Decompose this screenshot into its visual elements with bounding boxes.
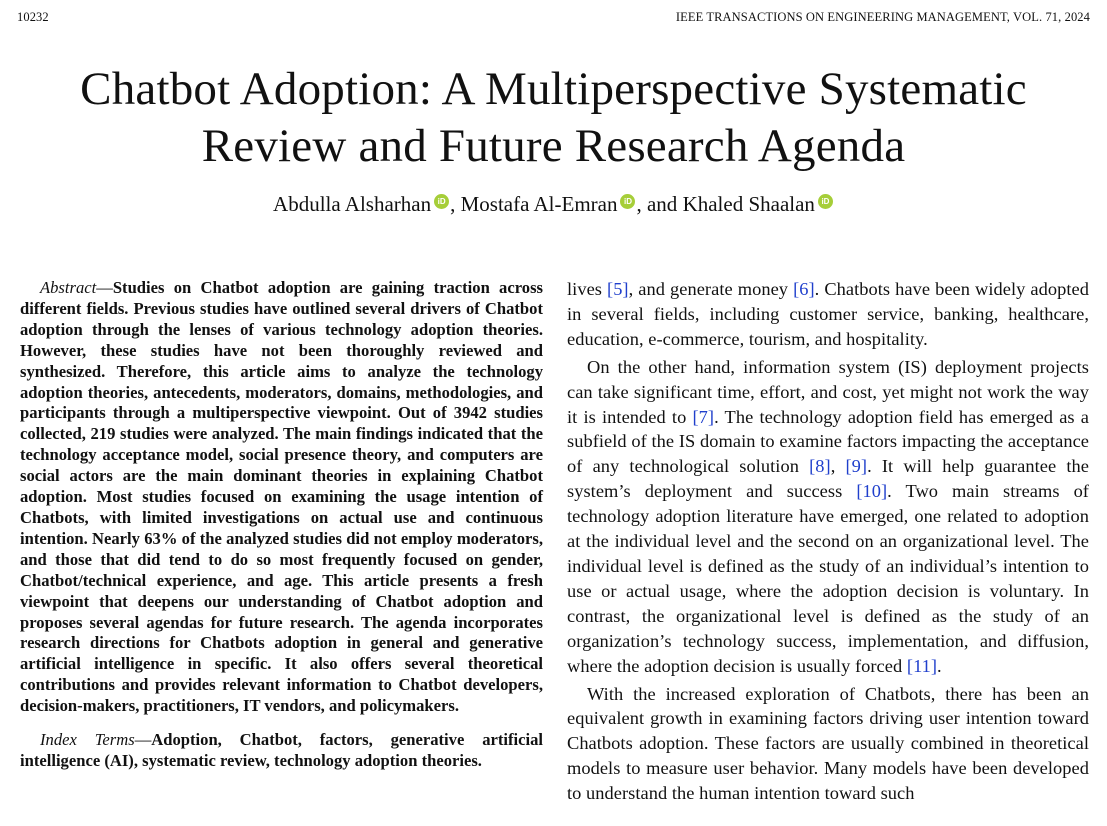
abstract-column: [20, 278, 543, 772]
author-separator: ,: [450, 192, 461, 216]
index-terms-dash: —: [134, 730, 152, 750]
abstract-dash: —: [96, 278, 113, 297]
page-header: [17, 8, 1090, 26]
citation-link[interactable]: [7]: [692, 406, 715, 427]
paper-title: Chatbot Adoption: A Multiperspective Systematic Review and Future Research Agenda: [80, 63, 1027, 172]
journal-title: IEEE TRANSACTIONS ON ENGINEERING MANAGEMENT, VOL. 71, 2024: [675, 10, 1090, 24]
author-name[interactable]: Mostafa Al-Emran: [460, 192, 618, 216]
abstract-label: Abstract: [40, 278, 97, 297]
abstract-text: Studies on Chatbot adoption are gaining traction across different fields. Previous studies have outlined several drivers of Chatbot adoption through the lenses of various technology adoption theories. However, these studies have not been thoroughly reviewed and synthesized. Therefore, this article aims to analyze the technology adoption theories, antecedents, moderators, domains, methodologies, and participants through a multiperspective viewpoint. Out of 3942 studies collected, 219 studies were analyzed. The main findings indicated that the technology acceptance model, social presence theory, and computers are social actors are the main dominant theories in explaining Chatbot adoption. Most studies focused on examining the usage intention of Chatbots, with limited investigations on actual use and continuous intention. Nearly 63% of the analyzed studies did not employ moderators, and those that did tend to do so most frequently focused on gender, Chatbot/technical experience, and age. This article presents a fresh viewpoint that deepens our understanding of Chatbot adoption and proposes several agendas for future research. The agenda incorporates research directions for Chatbots adoption in general and generative artificial intelligence in specific. It also offers several theoretical contributions and provides relevant information to Chatbot developers, decision-makers, practitioners, IT vendors, and policymakers.: [20, 278, 543, 716]
body-text: . It will help guarantee the system’s deployment and success: [567, 456, 1089, 502]
body-text: , and generate money: [628, 279, 794, 299]
page-number: 10232: [17, 10, 49, 24]
orcid-icon[interactable]: iD: [620, 194, 635, 209]
body-text: ,: [830, 456, 846, 477]
body-paragraph: [567, 682, 1089, 807]
citation-link[interactable]: [11]: [906, 655, 938, 676]
author-name[interactable]: Abdulla Alsharhan: [273, 192, 432, 216]
body-text: On the other hand, information system (IS) deployment projects can take significant time, effort, and cost, yet might not work the way it is intended to: [567, 356, 1089, 427]
body-text: lives: [567, 279, 608, 299]
author-name[interactable]: Khaled Shaalan: [682, 192, 815, 216]
body-text: . The technology adoption field has emerged as a subfield of the IS domain to examine factors impacting the acceptance of any technological solution: [567, 406, 1089, 477]
citation-link[interactable]: [8]: [809, 456, 831, 477]
body-column: [567, 277, 1089, 806]
citation-link[interactable]: [9]: [845, 456, 868, 477]
author-list: [0, 190, 1107, 218]
index-terms-label: Index Terms: [40, 730, 135, 750]
citation-link[interactable]: [10]: [856, 481, 888, 502]
body-text: . Two main streams of technology adoption literature have emerged, one related to adoption at the individual level and the second on an organizational level. The individual level is defined as the study of an individual’s intention to use or actual usage, where the adoption decision is voluntary. In contrast, the organizational level is defined as the study of an organization’s technology success, implementation, and diffusion, where the adoption decision is usually forced: [567, 481, 1089, 676]
body-text: . Chatbots have been widely adopted in several fields, including customer service, banking, healthcare, education, e-commerce, tourism, and hospitality.: [567, 279, 1089, 349]
orcid-icon[interactable]: iD: [434, 194, 449, 209]
index-terms-text: Adoption, Chatbot, factors, generative artificial intelligence (AI), systematic review, technology adoption theories.: [20, 730, 544, 770]
citation-link[interactable]: [6]: [793, 279, 815, 299]
citation-link[interactable]: [5]: [607, 279, 629, 299]
body-text: .: [937, 655, 942, 676]
body-text: With the increased exploration of Chatbots, there has been an equivalent growth in examining factors driving user intention toward Chatbots adoption. These factors are usually combined in theoretical models to measure user behavior. Many models have been developed to understand the human intention toward such: [567, 683, 1089, 804]
body-paragraph: [567, 277, 1089, 352]
author-separator: , and: [636, 192, 683, 216]
body-paragraph: [567, 355, 1089, 679]
index-terms: [20, 730, 543, 772]
orcid-icon[interactable]: iD: [818, 194, 833, 209]
abstract: [20, 278, 543, 717]
